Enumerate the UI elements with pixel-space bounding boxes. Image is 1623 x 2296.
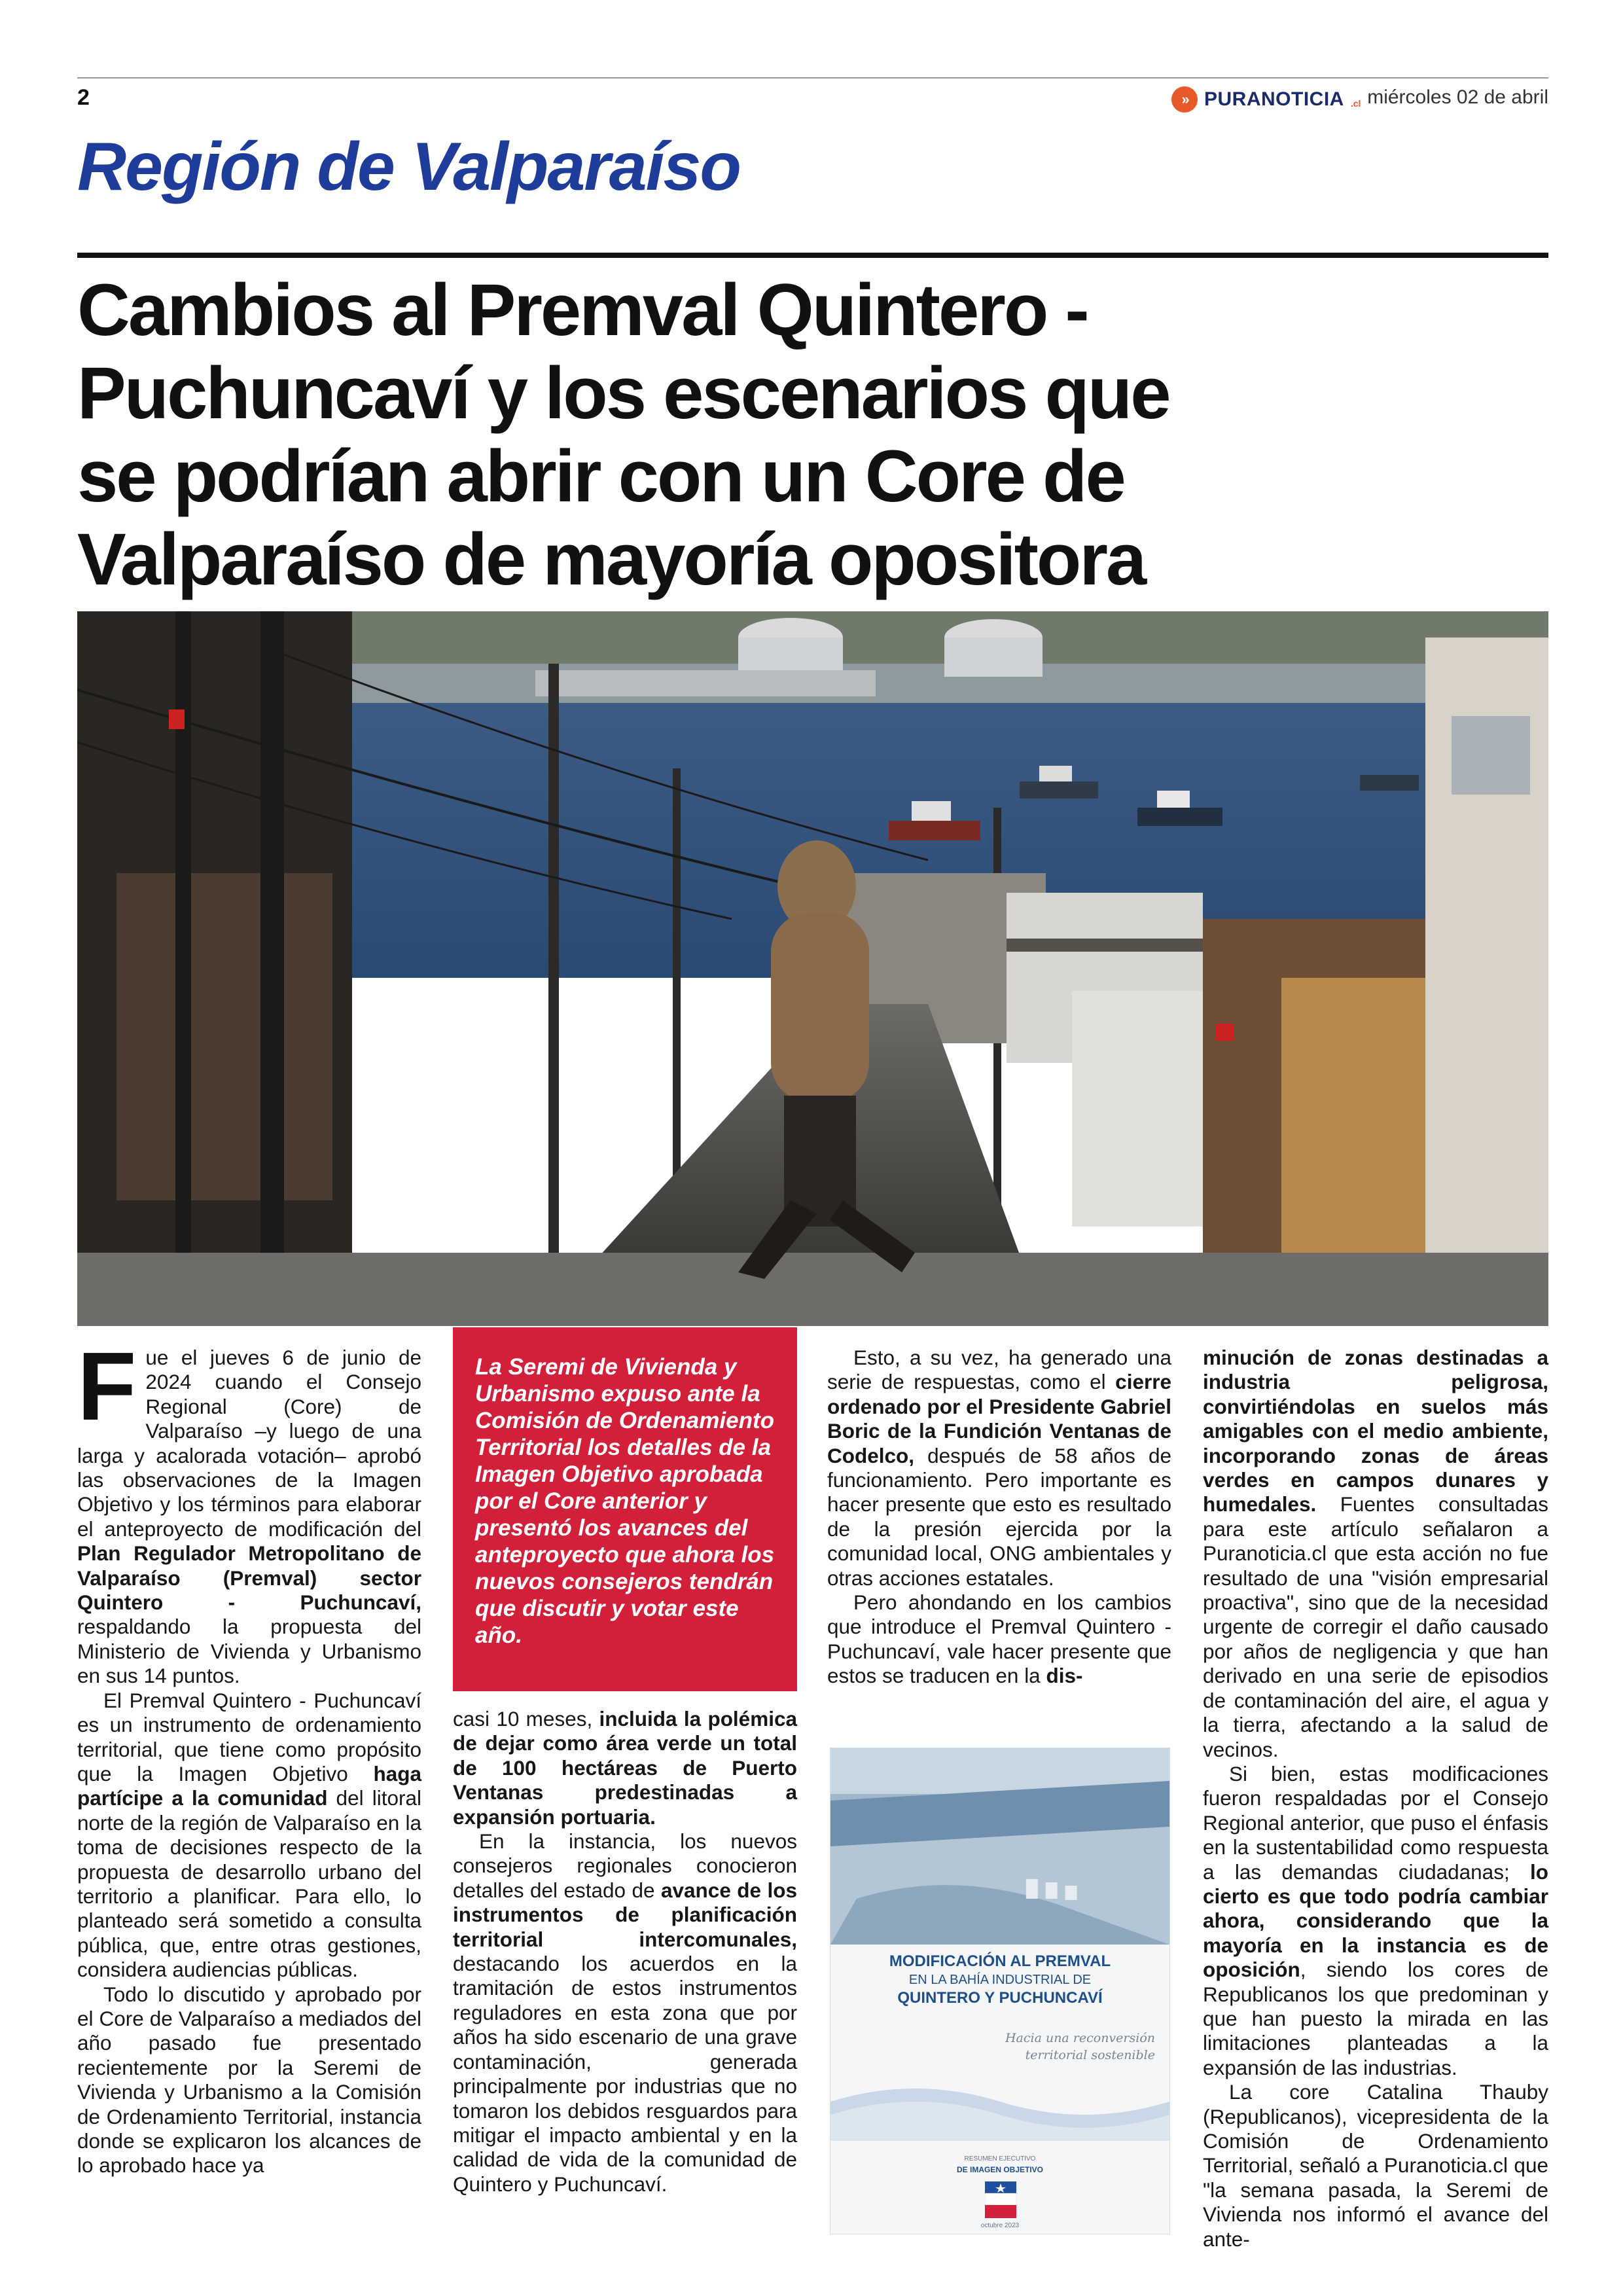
brand-logo — [1171, 85, 1361, 114]
text-run: ue el jueves 6 de junio de 2024 cuando el Consejo Regional (Core) de Valparaíso –y luego de una larga y acalorada votación– aprobó las observaciones de la Imagen Objetivo y los términos para elaborar el anteproyecto de modificación del — [77, 1346, 421, 1541]
text-run: En la instancia, los nuevos consejeros regionales conocieron detalles del estado de — [453, 1829, 797, 1902]
cover-title-line-1: MODIFICACIÓN AL PREMVAL — [889, 1952, 1111, 1970]
text-run-bold: dis- — [1046, 1664, 1083, 1688]
section-title — [77, 128, 757, 206]
pull-quote-box — [453, 1327, 797, 1691]
headline-line-2: Puchuncaví y los escenarios que — [77, 352, 1169, 434]
text-run: El Premval Quintero - Puchuncaví es un instrumento de ordenamiento territorial, que tiene como propósito que la Imagen Objetivo — [77, 1688, 421, 1785]
paragraph — [77, 1982, 421, 2178]
paragraph — [77, 1333, 421, 1689]
text-run: Todo lo discutido y aprobado por el Core de Valparaíso a mediados del año pasado fue presentado recientemente por la Seremi de Vivienda y Urbanismo a la Comisión de Ordenamiento Territorial, instancia donde se explicaron los alcances de lo aprobado hace ya — [77, 1982, 421, 2178]
cover-exec-line-1: RESUMEN EJECUTIVO — [964, 2155, 1036, 2162]
headline-line-4: Valparaíso de mayoría opositora — [77, 518, 1145, 600]
text-run: Esto, a su vez, ha generado una serie de respuestas, como el — [827, 1346, 1171, 1394]
article-column-2 — [453, 1707, 797, 2197]
paragraph — [827, 1590, 1171, 1689]
harbor-street-scene — [77, 611, 1548, 1326]
text-run-bold: cierre ordenado por el Presidente Gabriel Boric de la Fundición Ventanas de Codelco, — [827, 1370, 1171, 1467]
article-column-3 — [827, 1346, 1171, 1689]
cover-subtitle — [959, 2030, 1155, 2064]
headline-line-3: se podrían abrir con un Core de — [77, 435, 1124, 517]
paragraph — [1203, 1346, 1548, 1762]
cover-executive-summary — [830, 2154, 1169, 2175]
section-title-word1: Región — [77, 129, 300, 205]
cover-title-line-3: QUINTERO Y PUCHUNCAVÍ — [897, 1989, 1103, 2007]
article-headline — [77, 268, 1548, 601]
government-logo-icon — [985, 2181, 1016, 2218]
drop-cap: F — [77, 1333, 137, 1441]
text-run: Si bien, estas modificaciones fueron respaldadas por el Consejo Regional anterior, que puso el énfasis en la sustentabilidad como respuesta a las demandas ciudadanas; — [1203, 1761, 1548, 1884]
cover-exec-line-2: DE IMAGEN OBJETIVO — [956, 2165, 1044, 2174]
article-column-1 — [77, 1333, 421, 2178]
text-run: después de 58 años de funcionamiento. Pero importante es hacer presente que esto es resultado de la presión ejercida por la comunidad local, ONG ambientales y otras acciones estatales. — [827, 1443, 1171, 1590]
text-run-bold: Plan Regulador Metropolitano de Valparaíso (Premval) sector Quintero - Puchuncaví, — [77, 1541, 421, 1615]
paragraph — [1203, 2080, 1548, 2251]
headline-line-1: Cambios al Premval Quintero - — [77, 269, 1088, 351]
text-run-bold: minución de zonas destinadas a industria peligrosa, convirtiéndolas en suelos más amigables con el medio ambiente, incorporando zonas de áreas verdes en campos dunares y humedales. — [1203, 1346, 1548, 1516]
text-run: , siendo los cores de Republicanos los que predominan y que han puesto la mirada en las limitaciones planteadas a la expansión de las industrias. — [1203, 1958, 1548, 2079]
pull-quote: La Seremi de Vivienda y Urbanismo expuso ante la Comisión de Ordenamiento Territorial los detalles de la Imagen Objetivo aprobada por el Core anterior y presentó los avances del anteproyecto que ahora los nuevos consejeros tendrán que discutir y votar este año. — [475, 1354, 775, 1648]
document-cover-image — [830, 1748, 1170, 2234]
text-run: casi 10 meses, — [453, 1707, 599, 1731]
text-run-bold: avance de los instrumentos de planificación territorial intercomunales, — [453, 1878, 797, 1951]
brand-tld: .cl — [1350, 98, 1361, 109]
text-run-bold: haga partícipe a la comunidad — [77, 1761, 421, 1810]
brand-name: PURANOTICIA — [1204, 88, 1344, 110]
cover-title — [830, 1952, 1169, 2007]
cover-aerial-photo — [830, 1748, 1169, 1945]
text-run: destacando los acuerdos en la tramitación de estos instrumentos reguladores en esta zona que por años ha sido escenario de una grave contaminación, generada principalmente por industrias que no tomaron los debidos resguardos para mitigar el impacto ambiental y en la calidad de vida de la comunidad de Quintero y Puchuncaví. — [453, 1952, 797, 2196]
page-number: 2 — [77, 85, 90, 110]
text-run-bold: incluida la polémica de dejar como área verde un total de 100 hectáreas de Puerto Ventanas predestinadas a expansión portuaria. — [453, 1707, 797, 1829]
issue-date: miércoles 02 de abril — [1367, 86, 1548, 108]
cover-title-line-2: EN LA BAHÍA INDUSTRIAL DE — [908, 1973, 1092, 1987]
paragraph — [77, 1689, 421, 1982]
paragraph — [453, 1829, 797, 2197]
text-run: del litoral norte de la región de Valparaíso en la toma de decisiones respecto de la propuesta de desarrollo urbano del territorio a planificar. Para ello, lo planteado será sometido a consulta pública, que, entre otras gestiones, considera audiencias públicas. — [77, 1786, 421, 1982]
section-title-word2: de Valparaíso — [317, 129, 740, 205]
paragraph — [1203, 1762, 1548, 2080]
cover-subtitle-line-2: territorial sostenible — [1025, 2048, 1155, 2062]
text-run: La core Catalina Thauby (Republicanos), vicepresidenta de la Comisión de Ordenamiento Territorial, señaló a Puranoticia.cl que "la semana pasada, la Seremi de Vivienda nos informó el avance del ante- — [1203, 2080, 1548, 2251]
section-rule — [77, 253, 1548, 258]
text-run: Pero ahondando en los cambios que introduce el Premval Quintero - Puchuncaví, vale hacer presente que estos se traducen en la — [827, 1590, 1171, 1688]
brand-chevrons-icon: » — [1171, 86, 1198, 113]
cover-wave-graphic — [830, 2062, 1169, 2141]
paragraph — [827, 1346, 1171, 1590]
cover-date: octubre 2023 — [980, 2222, 1020, 2229]
article-column-4 — [1203, 1346, 1548, 2251]
cover-subtitle-line-1: Hacia una reconversión — [1005, 2031, 1155, 2045]
text-run-bold: lo cierto es que todo podría cambiar ahora, considerando que la mayoría en la instancia es de oposición — [1203, 1859, 1548, 1982]
article-photo — [77, 611, 1548, 1326]
text-run: Fuentes consultadas para este artículo señalaron a Puranoticia.cl que esta acción no fue resultado de una "visión empresarial proactiva", sino que de la necesidad urgente de corregir el daño causado por años de negligencia y que han derivado en una serie de episodios de contaminación del aire, el agua y la tierra, afectando a la salud de vecinos. — [1203, 1492, 1548, 1761]
text-run: respaldando la propuesta del Ministerio de Vivienda y Urbanismo en sus 14 puntos. — [77, 1615, 421, 1688]
paragraph — [453, 1707, 797, 1829]
top-rule — [77, 77, 1548, 79]
